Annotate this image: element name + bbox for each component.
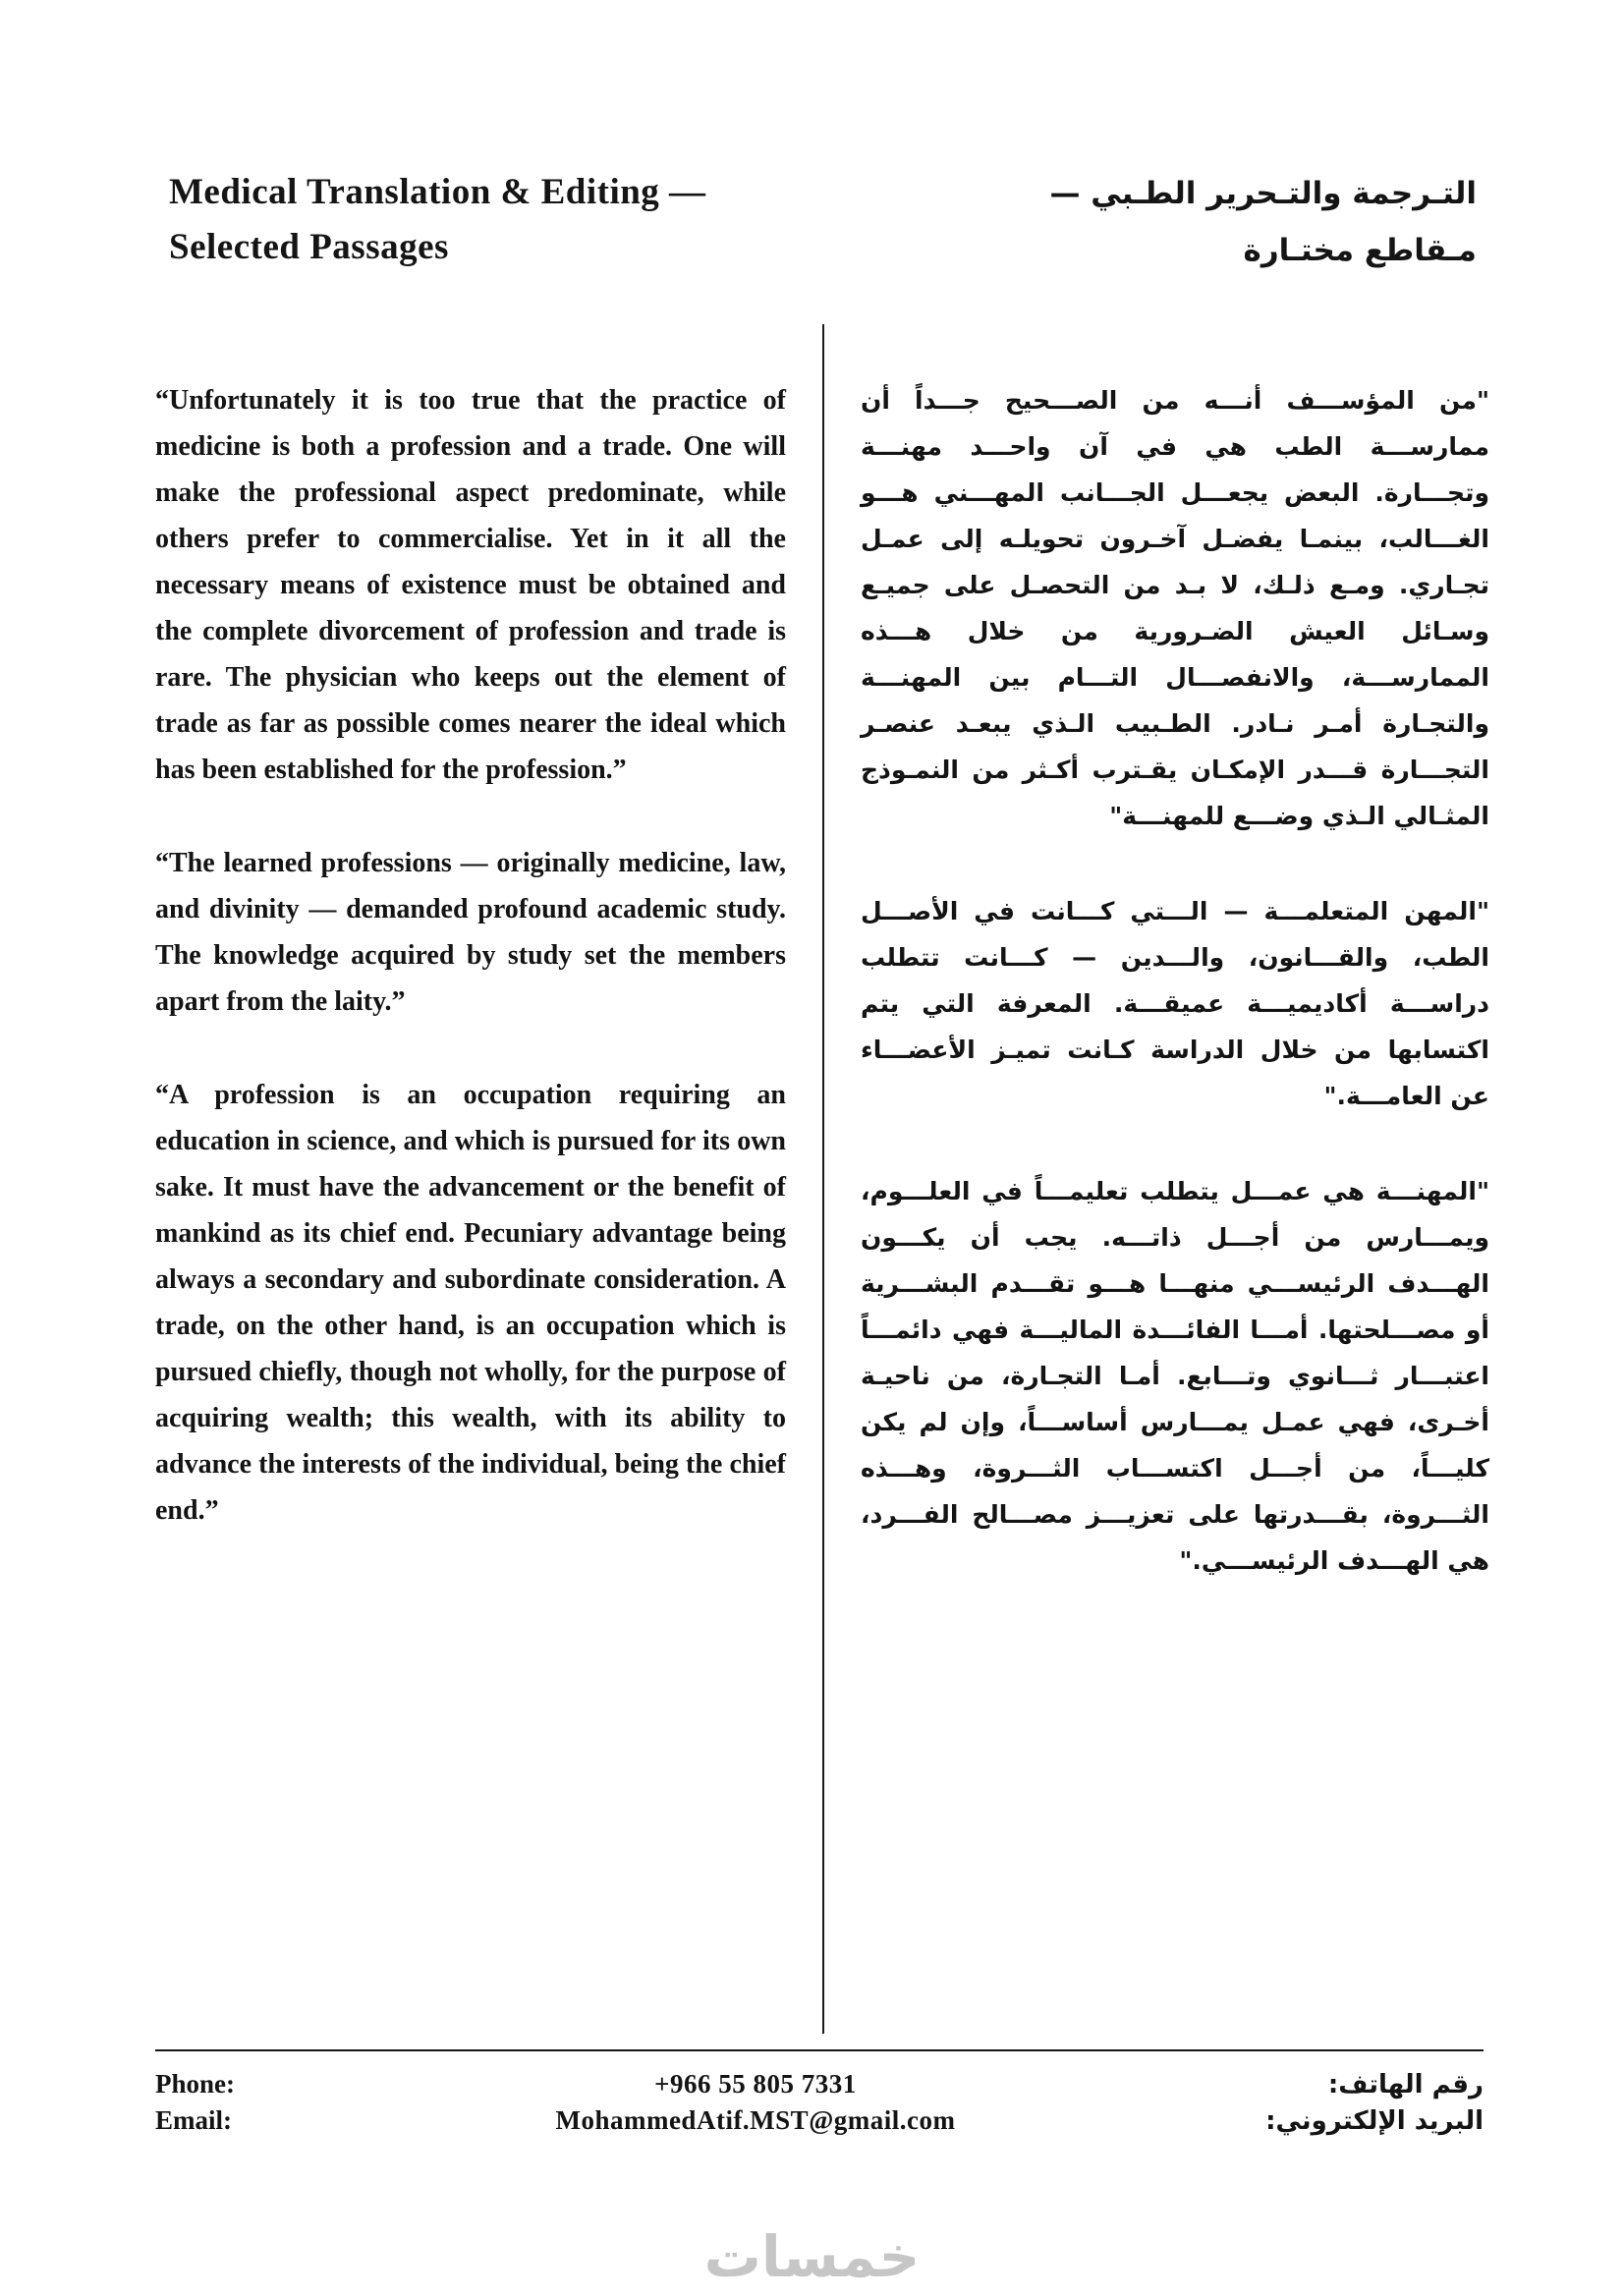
email-label-arabic: البريد الإلكتروني:: [1265, 2105, 1484, 2136]
english-paragraph-3: “A profession is an occupation requiring an education in science, and which is pursued for its own sake. It must have the advancement or the benefit of mankind as its chief end. Pecuniary advantage being always a secondary and subordinate consideration. A trade, on the other hand, is an occupation which is pursued chiefly, though not wholly, for the purpose of acquiring wealth; this wealth, with its ability to advance the interests of the individual, being the chief end.”: [155, 1080, 786, 1526]
document-header: [0, 0, 1624, 279]
title-arabic-line1: التـرجمة والتـحرير الطـبي —: [1049, 176, 1477, 211]
contact-footer: [155, 2049, 1484, 2136]
title-arabic: [1049, 165, 1477, 279]
phone-label-arabic: رقم الهاتف:: [1327, 2069, 1484, 2100]
title-english-line2: Selected Passages: [169, 227, 449, 267]
english-paragraph-1: “Unfortunately it is too true that the practice of medicine is both a profession and a trade. One will make the professional aspect predominate, while others prefer to commercialise. Yet in it all the necessary means of existence must be obtained and the complete divorcement of profession and trade is rare. The physician who keeps out the element of trade as far as possible comes nearer the ideal which has been established for the profession.”: [155, 385, 786, 785]
title-arabic-line2: مـقاطع مختـارة: [1243, 233, 1477, 268]
email-label-english: Email:: [155, 2105, 232, 2135]
arabic-paragraph-1: "من المؤســـف أنـــه من الصـــحيح جـــداً أن ممارســـة الطب هي في آن واحـــد مهنـــة وتجـــارة. البعض يجعـــل الجـــانب المهـــني هـــو الغـــالب، بينمـا يفضـل آخـرون تحويلـه إلى عمـل تجـاري. ومـع ذلـك، لا بـد من التحصـل على جميـع وسـائل العيش الضـرورية من خلال هـــذه الممارســـة، والانفصـــال التـــام بين المهنـــة والتجـارة أمـر نـادر. الطـبيب الـذي يبعـد عنصـر التجـــارة قـــدر الإمكـان يقـترب أكـثر من النمـوذج المثـالي الـذي وضـــع للمهنـــة": [861, 386, 1489, 830]
arabic-column: [861, 324, 1489, 2034]
footer-grid: [155, 2069, 1484, 2136]
footer-divider-rule: [155, 2049, 1484, 2051]
column-divider-rule: [822, 324, 824, 2034]
body-columns: [155, 324, 1624, 2034]
english-column: [155, 324, 786, 2034]
email-address: MohammedAtif.MST@gmail.com: [555, 2105, 956, 2135]
arabic-paragraph-3: "المهنـــة هي عمـــل يتطلب تعليمـــاً في العلـــوم، ويمـــارس من أجـــل ذاتـــه. يجب أن يكـــون الهـــدف الرئيســـي منهـــا هـــو تقـــدم البشـــرية أو مصـــلحتها. أمـــا الفائـــدة الماليـــة فهي دائمـــاً اعتبـــار ثـــانوي وتـــابع. أمـا التجـارة، من ناحيـة أخـرى، فهي عمـل يمـــارس أساســـاً، وإن لم يكن كليـــاً، من أجـــل اكتســـاب الثـــروة، وهـــذه الثـــروة، بقـــدرتها على تعزيـــز مصـــالح الفـــرد، هي الهـــدف الرئيســـي.": [861, 1177, 1489, 1575]
title-english-line1: Medical Translation & Editing —: [169, 172, 706, 212]
phone-label-english: Phone:: [155, 2069, 235, 2099]
phone-number: +966 55 805 7331: [654, 2069, 857, 2099]
arabic-paragraph-2: "المهن المتعلمـــة — الـــتي كـــانت في الأصـــل الطب، والقـــانون، والـــدين — كـــانت تتطلب دراســـة أكاديميـــة عميقـــة. المعرفة التي يتم اكتسابها من خلال الدراسة كـانت تميـز الأعضـــاء عن العامـــة.": [861, 897, 1489, 1110]
title-english: [169, 165, 706, 275]
english-paragraph-2: “The learned professions — originally medicine, law, and divinity — demanded profound academic study. The knowledge acquired by study set the members apart from the laity.”: [155, 848, 786, 1017]
khamsat-watermark: خمسات: [703, 2223, 921, 2290]
